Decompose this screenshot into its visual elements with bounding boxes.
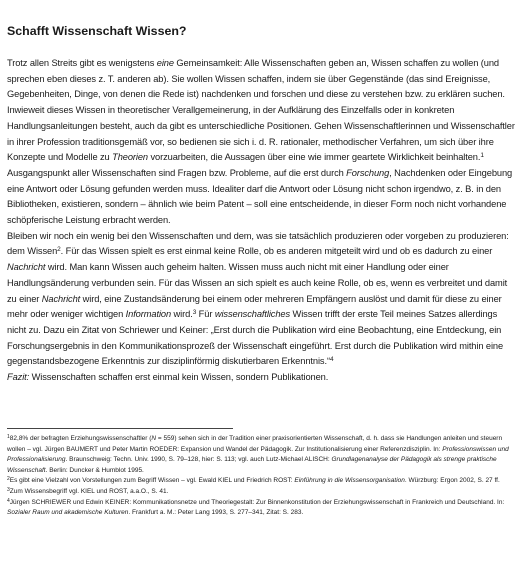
text-run: = 559) sehen sich in der Tradition einer praxisorientierten Wissenschaft, d. h. dass sie Handlungen anleiten und steuern wollen – vgl. Jürgen BAUMERT und Peter Martin ROEDER: Expansion und Wandel der Pädagogik. Zur Institutionalisierung einer Referenzdisziplin. In: xyxy=(7,435,503,453)
emphasis: Professionswissen und Professionalisierung xyxy=(7,445,509,464)
emphasis: eine xyxy=(156,58,174,68)
fazit-paragraph xyxy=(7,370,517,386)
footnote-ref-3[interactable]: 3 xyxy=(192,309,197,317)
text-run: 82,8% der befragten Erziehungswissenschaftler ( xyxy=(9,435,152,442)
text-run: Zum Wissensbegriff vgl. KIEL und ROST, a.a.O., S. 41. xyxy=(9,487,169,495)
text-run: Wissen trifft der erste Teil meines Satzes allerdings nicht zu. Dazu ein Zitat von Schriewer und Keiner: „Erst durch die Publikation wird eine Beobachtung, eine Entdeckung, ein Forschungsergebnis in den Kommunikationsprozeß der Wissenschaft eingeführt. Erst durch die Publikation wird mithin eine gegenstandsbezogene Erkenntnis zur disziplinförmig diskutierbaren Erkenntnis.“ xyxy=(7,309,504,367)
text-run: . Würzburg: Ergon 2002, S. 27 ff. xyxy=(404,477,500,485)
text-run: , Nachdenken oder Eingebung eine Antwort oder Lösung gefunden werden muss. Idealiter darf die Antwort oder Lösung nicht schon irgendwo, z. B. in den Bibliotheken, existieren, sondern – ähnlich wie beim Patent – soll eine entscheidende, in dieser Form noch nicht vorhandene schöpferische Leistung erbracht werden. xyxy=(7,167,513,226)
emphasis: Information xyxy=(125,309,172,320)
text-run: . Für das Wissen spielt es erst einmal keine Rolle, ob es anderen mitgeteilt wird und ob es dadurch zu einer xyxy=(60,246,493,257)
footnote-4 xyxy=(7,498,517,519)
text-run: Bleiben wir noch ein wenig bei den Wissenschaften und dem, was sie tatsächlich produzieren oder vorgeben zu produzieren: dem Wissen xyxy=(7,230,509,257)
emphasis: Sozialer Raum und akademische Kulturen xyxy=(7,509,129,517)
emphasis: Nachricht xyxy=(41,293,81,304)
footnote-ref-4[interactable]: 4 xyxy=(329,356,334,364)
footnote-number: 2 xyxy=(7,476,10,483)
footnote-3 xyxy=(7,487,517,498)
text-run: . Berlin: Duncker & Humblot 1995. xyxy=(45,466,144,474)
emphasis: N xyxy=(151,435,157,442)
footnote-divider xyxy=(7,428,233,429)
text-run: Jürgen SCHRIEWER und Edwin KEINER: Kommunikationsnetze und Theoriegestalt: Zur Binnenkonstitution der Erziehungswissenschaft in Frankreich und Deutschland. In: xyxy=(9,498,505,506)
footnote-2 xyxy=(7,476,517,487)
paragraph-2 xyxy=(7,229,517,370)
text-run: Ausgangspunkt aller Wissenschaften sind Fragen bzw. Probleme, auf die erst durch xyxy=(7,167,347,178)
fazit-label: Fazit: xyxy=(7,372,30,383)
footnote-ref-1[interactable]: 1 xyxy=(480,152,484,160)
text-run: Trotz allen Streits gibt es wenigstens xyxy=(7,58,157,68)
footnote-number: 1 xyxy=(7,434,10,440)
footnote-1 xyxy=(7,434,517,476)
emphasis: Forschung xyxy=(346,167,390,178)
footnote-number: 4 xyxy=(7,497,10,504)
body-text xyxy=(7,56,517,386)
text-run: . Braunschweig: Techn. Univ. 1990, S. 79–128, hier: S. 113; vgl. auch Lutz-Michael ALISCH: xyxy=(65,456,332,464)
text-run: . Frankfurt a. M.: Peter Lang 1993, S. 277–341, Zitat: S. 283. xyxy=(128,509,304,517)
emphasis: Einführung in die Wissensorganisation xyxy=(294,477,405,485)
text-run: Es gibt eine Vielzahl von Vorstellungen zum Begriff Wissen – vgl. Ewald KIEL und Friedrich ROST: xyxy=(9,477,295,485)
text-run: Für xyxy=(196,309,215,320)
footnote-ref-2[interactable]: 2 xyxy=(57,246,61,254)
footnotes xyxy=(7,434,517,519)
page-title: Schafft Wissenschaft Wissen? xyxy=(7,24,187,38)
emphasis: Grundlagenanalyse der Pädagogik als strenge praktische Wissenschaft xyxy=(7,456,497,474)
emphasis: Theorien xyxy=(112,152,149,163)
emphasis: wissenschaftliches xyxy=(214,309,291,320)
text-run: wird, eine Zustandsänderung bei einem oder mehreren Empfängern auslöst und damit für diese zu einer mehr oder weniger wichtigen xyxy=(7,293,502,320)
fazit-text: Wissenschaften schaffen erst einmal kein Wissen, sondern Publikationen. xyxy=(29,372,329,383)
text-run: wird. xyxy=(171,309,193,320)
emphasis: Nachricht xyxy=(7,262,46,273)
text-run: Gemeinsamkeit: Alle Wissenschaften geben an, Wissen schaffen zu wollen (und sprechen eben dieses z. T. anderen ab). Sie wollen Wissen schaffen, indem sie über Gegenstände (das sind Ereignisse, Gegebenheiten, Dinge, von denen die Rede ist) nachdenken und forschen und diese zu verstehen bzw. zu erklären suchen. Inwieweit dieses Wissen in theoretischer Verallgemeinerung, in der Aufklärung des Einzelfalls oder in konkreten Handlungsanleitungen besteht, auch da gibt es unterschiedliche Positionen. Gehen Wissenschaftlerinnen und Wissenschaftler in ihrer Profession traditionsgemäß vor, so bedienen sie sich i. d. R. rationaler, methodischer Verfahren, um sich über ihre Konzepte und Modelle zu xyxy=(7,58,515,163)
paragraph-1 xyxy=(7,56,517,229)
text-run: vorzuarbeiten, die Aussagen über eine wie immer geartete Wirklichkeit beinhalten. xyxy=(148,152,481,163)
footnote-number: 3 xyxy=(7,486,10,493)
text-run: wird. Man kann Wissen auch geheim halten. Wissen muss auch nicht mit einer Handlung oder einer Handlungsänderung verbunden sein. Für das Wissen an sich spielt es auch keine Rolle, ob es, wenn es verbreitet und damit zu einer xyxy=(7,262,508,304)
